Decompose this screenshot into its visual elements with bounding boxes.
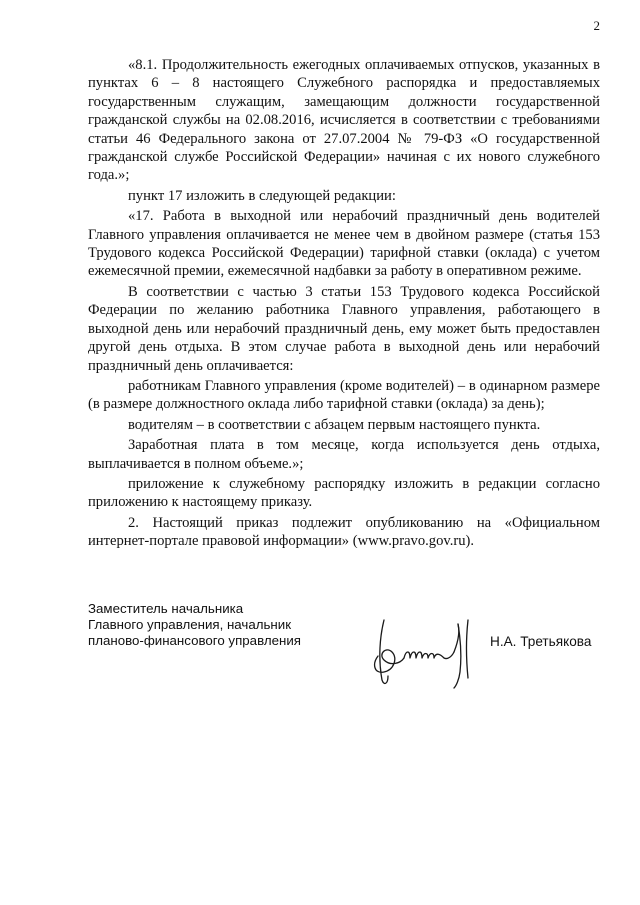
page-number: 2: [593, 18, 600, 33]
position-line: Заместитель начальника: [88, 601, 244, 616]
paragraph-employees: работникам Главного управления (кроме водителей) – в одинарном размере (в размере должностного оклада либо тарифной ставки (оклада) за день);: [88, 377, 600, 413]
paragraph-article-153: В соответствии с частью 3 статьи 153 Трудового кодекса Российской Федерации по желанию работника Главного управления, работающего в выходной день или нерабочий праздничный день, ему может быть предоставлен другой день отдыха. В этом случае работа в выходной день или нерабочий праздничный день оплачивается:: [88, 283, 600, 374]
signatory-position: [88, 601, 301, 649]
paragraph-appendix: приложение к служебному распорядку изложить в редакции согласно приложению к настоящему приказу.: [88, 475, 600, 511]
paragraph-drivers: водителям – в соответствии с абзацем первым настоящего пункта.: [128, 416, 541, 433]
paragraph-item-17-intro: пункт 17 изложить в следующей редакции:: [128, 187, 396, 204]
paragraph-salary: Заработная плата в том месяце, когда используется день отдыха, выплачивается в полном объеме.»;: [88, 437, 600, 472]
signer-name: Н.А. Третьякова: [490, 634, 592, 649]
handwritten-signature: [370, 612, 482, 692]
paragraph-8-1: «8.1. Продолжительность ежегодных оплачиваемых отпусков, указанных в пунктах 6 – 8 настоящего Служебного распорядка и предоставляемых государственным служащим, замещающим должности государственной гражданской службы на 02.08.2016, исчисляется в соответствии с требованиями статьи 46 Федерального закона от 27.07.2004 № 79-ФЗ «О государственной гражданской службе Российской Федерации» начиная с их нового служебного года.»;: [88, 57, 600, 184]
position-line: Главного управления, начальник: [88, 617, 292, 632]
paragraph-17: «17. Работа в выходной или нерабочий праздничный день водителей Главного управления оплачивается не менее чем в двойном размере (статья 153 Трудового кодекса Российской Федерации) тарифной ставки (оклада) с учетом ежемесячной премии, ежемесячной надбавки за работу в оперативном режиме.: [88, 208, 600, 280]
document-body: [88, 56, 600, 551]
paragraph-publication: 2. Настоящий приказ подлежит опубликованию на «Официальном интернет-портале правовой информации» (www.pravo.gov.ru).: [88, 514, 600, 550]
position-line: планово-финансового управления: [88, 633, 301, 648]
